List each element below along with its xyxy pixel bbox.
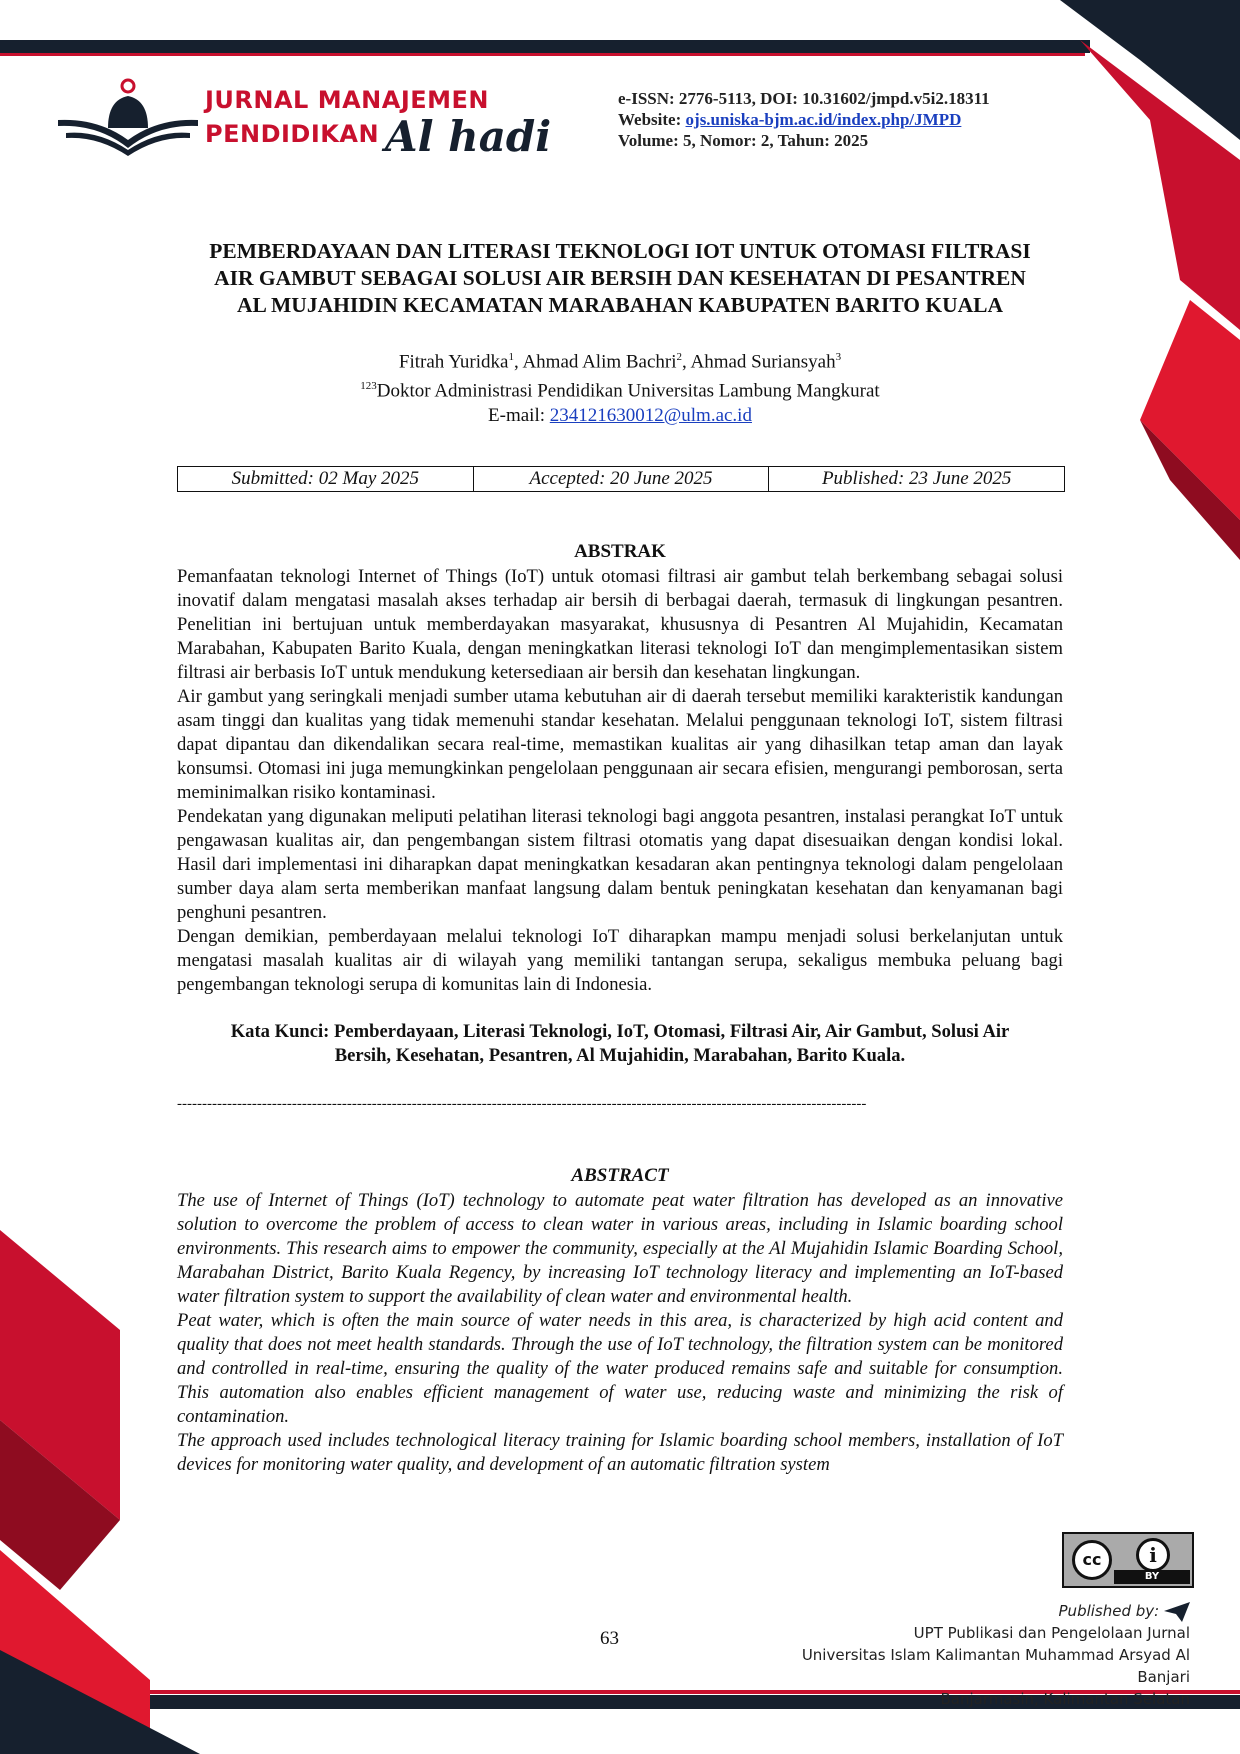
- abstract-heading: ABSTRACT: [571, 1165, 669, 1186]
- website-link[interactable]: ojs.uniska-bjm.ac.id/index.php/JMPD: [685, 110, 962, 129]
- author-list: Fitrah Yuridka$^1$, Ahmad Alim Bachri$^2$, Ahmad Suriansyah$^3$: [398, 351, 842, 373]
- author-name: Ahmad Alim Bachri: [522, 351, 677, 373]
- website-label: Website:: [618, 110, 686, 129]
- cc-by-license-icon: [1062, 1532, 1194, 1588]
- publisher-line: UPT Publikasi dan Pengelolaan Jurnal: [913, 1624, 1190, 1642]
- submitted-date: Submitted: 02 May 2025: [231, 468, 419, 489]
- journal-name-line2: PENDIDIKAN: [205, 120, 380, 148]
- top-border-accent: [0, 53, 1085, 56]
- cc-icon: cc: [1072, 1540, 1112, 1580]
- title-line: PEMBERDAYAAN DAN LITERASI TEKNOLOGI IOT UNTUK OTOMASI FILTRASI: [209, 239, 1031, 263]
- author-name: Ahmad Suriansyah: [690, 351, 836, 373]
- abstract-paragraph: The approach used includes technological literacy training for Islamic boarding school members, installation of IoT devices for monitoring water quality, and development of an automatic filtration system: [177, 1430, 1063, 1475]
- journal-logo-icon: [58, 78, 198, 158]
- accepted-date: Accepted: 20 June 2025: [473, 467, 769, 491]
- abstrak-paragraph: Dengan demikian, pemberdayaan melalui teknologi IoT diharapkan mampu menjadi solusi berkelanjutan untuk mengatasi masalah kualitas air di wilayah yang memiliki tantangan serupa, sekaligus membuka peluang bagi pengembangan teknologi serupa di komunitas lain di Indonesia.: [177, 926, 1063, 995]
- abstract-body: [177, 1189, 1063, 1477]
- published-date: Published: 23 June 2025: [768, 467, 1064, 491]
- left-ribbon-decoration: [0, 1230, 200, 1754]
- abstrak-paragraph: Air gambut yang seringkali menjadi sumber utama kebutuhan air di daerah tersebut memiliki karakteristik kandungan asam tinggi dan kualitas yang tidak memenuhi standar kesehatan. Melalui penggunaan teknologi IoT, sistem filtrasi dapat dipantau dan dikendalikan secara real-time, memastikan kualitas air yang dihasilkan tetap aman dan layak konsumsi. Otomasi ini juga memungkinkan pengelolaan penggunaan air secara efisien, mengurangi pemborosan, serta meminimalkan risiko kontaminasi.: [177, 686, 1063, 803]
- publisher-line: Universitas Islam Kalimantan Muhammad Arsyad Al Banjari: [801, 1646, 1190, 1686]
- author-block: [170, 345, 1070, 428]
- author-name: Fitrah Yuridka: [398, 351, 509, 373]
- article-title: [170, 238, 1070, 319]
- section-divider: ------------------------------------------------------------------------------------------------------------------------------------------: [177, 1096, 867, 1112]
- affiliation: $^{123}$Doktor Administrasi Pendidikan Universitas Lambung Mangkurat: [360, 380, 880, 402]
- published-by-label: Published by:: [1058, 1602, 1160, 1620]
- journal-name-line1: JURNAL MANAJEMEN: [205, 86, 490, 114]
- abstrak-body: [177, 565, 1063, 997]
- keywords: Kata Kunci: Pemberdayaan, Literasi Teknologi, IoT, Otomasi, Filtrasi Air, Air Gambut, Solusi Air Bersih, Kesehatan, Pesantren, Al Mujahidin, Marabahan, Barito Kuala.: [230, 1021, 1010, 1066]
- abstract-paragraph: The use of Internet of Things (IoT) technology to automate peat water filtration has developed as an innovative solution to overcome the problem of access to clean water in various areas, including in Islamic boarding school environments. This research aims to empower the community, especially at the Al Mujahidin Islamic Boarding School, Marabahan District, Barito Kuala Regency, by increasing IoT technology literacy and implementing an IoT-based water filtration system to support the availability of clean water and environmental health.: [177, 1190, 1063, 1307]
- volume-info: Volume: 5, Nomor: 2, Tahun: 2025: [618, 131, 869, 150]
- abstrak-heading: ABSTRAK: [574, 541, 666, 562]
- page-number: 63: [600, 1628, 619, 1649]
- paper-plane-icon: [1164, 1602, 1190, 1622]
- cc-by-label: BY: [1114, 1570, 1190, 1584]
- title-line: AL MUJAHIDIN KECAMATAN MARABAHAN KABUPATEN BARITO KUALA: [236, 293, 1004, 317]
- email-link[interactable]: 234121630012@ulm.ac.id: [549, 404, 752, 426]
- journal-meta: [618, 88, 990, 151]
- issn-doi: e-ISSN: 2776-5113, DOI: 10.31602/jmpd.v5i2.18311: [618, 89, 990, 108]
- top-border-bar: [0, 40, 1090, 53]
- abstrak-paragraph: Pendekatan yang digunakan meliputi pelatihan literasi teknologi bagi anggota pesantren, instalasi perangkat IoT untuk pengawasan kualitas air, dan pengembangan sistem filtrasi otomatis yang dapat disesuaikan dengan kondisi lokal. Hasil dari implementasi ini diharapkan dapat meningkatkan kesadaran akan pentingnya teknologi dalam pengelolaan sumber daya alam serta memberikan manfaat langsung dalam bentuk peningkatan kesehatan dan kenyamanan bagi penghuni pesantren.: [177, 806, 1063, 923]
- email-line: E-mail: 234121630012@ulm.ac.id: [488, 404, 752, 426]
- journal-name-script: Al hadi: [385, 112, 552, 161]
- abstract-paragraph: Peat water, which is often the main source of water needs in this area, is characterized by high acid content and quality that does not meet health standards. Through the use of IoT technology, the filtration system can be monitored and controlled in real-time, ensuring the quality of the water produced remains safe and suitable for consumption. This automation also enables efficient management of water use, reducing waste and minimizing the risk of contamination.: [177, 1310, 1063, 1427]
- dates-table: [177, 466, 1065, 492]
- attribution-icon: i: [1136, 1538, 1170, 1572]
- title-line: AIR GAMBUT SEBAGAI SOLUSI AIR BERSIH DAN KESEHATAN DI PESANTREN: [214, 266, 1026, 290]
- abstrak-paragraph: Pemanfaatan teknologi Internet of Things (IoT) untuk otomasi filtrasi air gambut telah berkembang sebagai solusi inovatif dalam mengatasi masalah akses terhadap air bersih di berbagai daerah, termasuk di lingkungan pesantren. Penelitian ini bertujuan untuk memberdayakan masyarakat, khususnya di Pesantren Al Mujahidin, Kecamatan Marabahan, Kabupaten Barito Kuala, dengan meningkatkan literasi teknologi IoT dan mengimplementasikan sistem filtrasi air berbasis IoT untuk mendukung ketersediaan air bersih dan kesehatan lingkungan.: [177, 566, 1063, 683]
- publisher-info: [760, 1600, 1190, 1710]
- publisher-line: Banjarmasin, Kalimantan Selatan: [940, 1690, 1190, 1708]
- website-line: [618, 109, 990, 130]
